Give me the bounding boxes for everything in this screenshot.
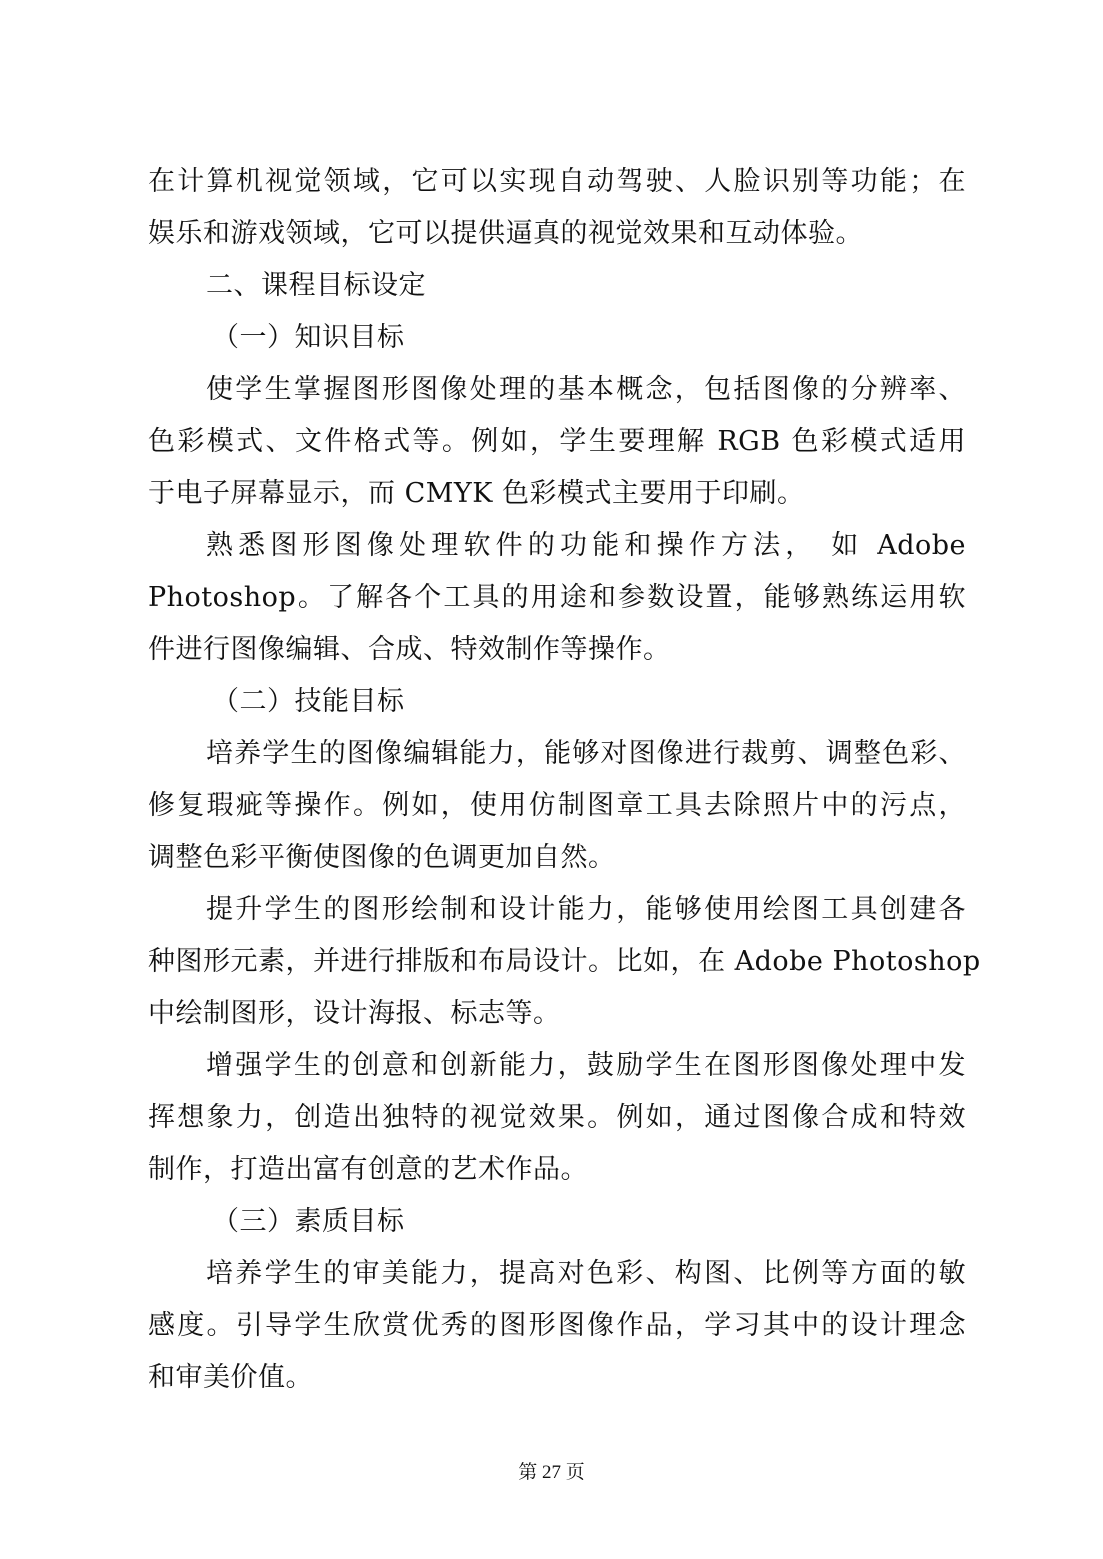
body-line: 娱乐和游戏领域，它可以提供逼真的视觉效果和互动体验。 [148,218,863,249]
body-line: 种图形元素，并进行排版和布局设计。比如，在 Adobe Photoshop [148,946,981,977]
body-line: 中绘制图形，设计海报、标志等。 [148,998,561,1029]
subsection-heading: （二）技能目标 [212,686,405,717]
page-number: 第 27 页 [518,1462,585,1483]
body-line: 提升学生的图形绘制和设计能力，能够使用绘图工具创建各 [206,894,966,925]
body-line: 感度。引导学生欣赏优秀的图形图像作品，学习其中的设计理念 [148,1310,966,1341]
body-line: 在计算机视觉领域，它可以实现自动驾驶、人脸识别等功能；在 [148,166,966,197]
body-line: 挥想象力，创造出独特的视觉效果。例如，通过图像合成和特效 [148,1102,966,1133]
section-heading: 二、课程目标设定 [206,270,426,301]
body-line: 和审美价值。 [148,1362,313,1393]
subsection-heading: （一）知识目标 [212,322,405,353]
document-body [148,156,981,1404]
body-line: 调整色彩平衡使图像的色调更加自然。 [148,842,616,873]
body-line: 色彩模式、文件格式等。例如，学生要理解 RGB 色彩模式适用 [148,426,966,457]
body-line: Photoshop。了解各个工具的用途和参数设置，能够熟练运用软 [148,582,966,613]
body-line: 熟悉图形图像处理软件的功能和操作方法， 如 Adobe [206,530,966,561]
body-line: 件进行图像编辑、合成、特效制作等操作。 [148,634,671,665]
body-line: 于电子屏幕显示，而 CMYK 色彩模式主要用于印刷。 [148,478,805,509]
subsection-heading: （三）素质目标 [212,1206,405,1237]
body-line: 增强学生的创意和创新能力，鼓励学生在图形图像处理中发 [206,1050,966,1081]
body-line: 培养学生的审美能力，提高对色彩、构图、比例等方面的敏 [206,1258,966,1289]
body-line: 修复瑕疵等操作。例如，使用仿制图章工具去除照片中的污点， [148,790,966,821]
body-line: 制作，打造出富有创意的艺术作品。 [148,1154,588,1185]
body-line: 使学生掌握图形图像处理的基本概念，包括图像的分辨率、 [206,374,966,405]
body-line: 培养学生的图像编辑能力，能够对图像进行裁剪、调整色彩、 [206,738,966,769]
